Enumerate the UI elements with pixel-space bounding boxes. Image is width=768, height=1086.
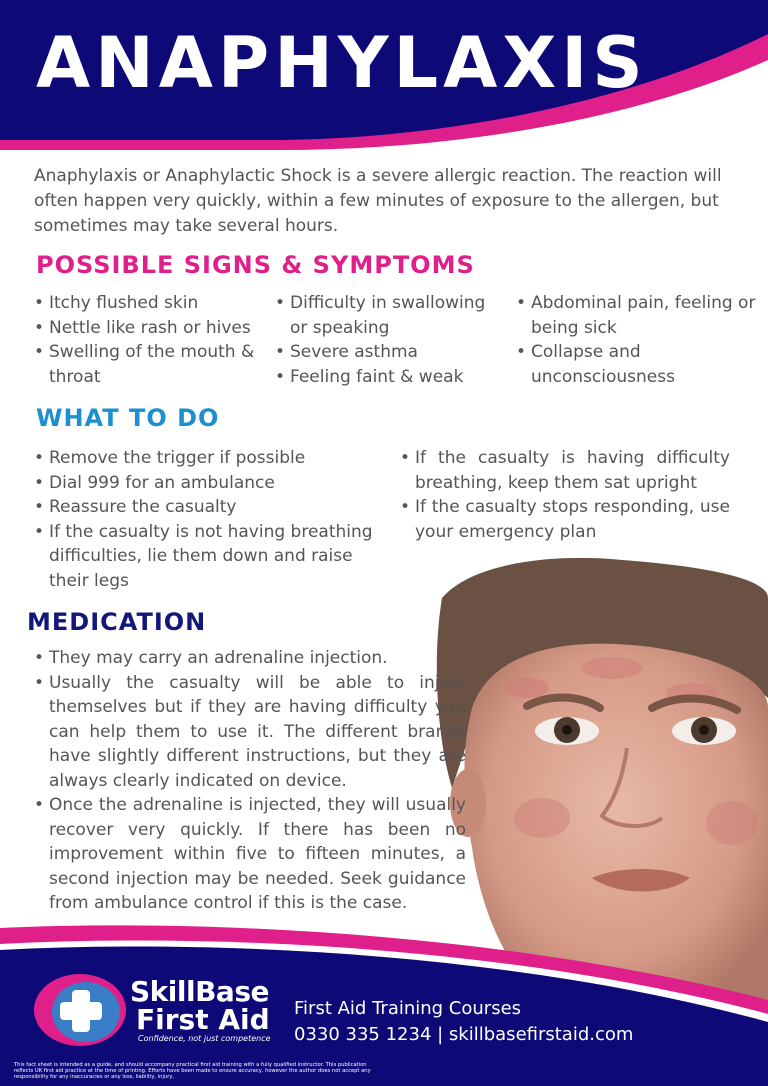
list-item: • Collapse and unconsciousness	[516, 340, 756, 389]
cross-logo-icon	[32, 972, 128, 1048]
disclaimer-text: This fact sheet is intended as a guide, and should accompany practical first aid training with a fully qualified instructor. This publication reflects UK first aid practice at the time of printing. Efforts have been made to ensure accuracy, however the author does not accept any responsibility for any inaccuracies or any loss, liability, injury,	[14, 1062, 371, 1080]
list-item: • Remove the trigger if possible	[34, 446, 379, 471]
what-to-do-list-col1	[34, 446, 379, 593]
list-item: • Feeling faint & weak	[275, 365, 505, 390]
signs-list-col2	[275, 291, 505, 389]
list-item: • If the casualty stops responding, use your emergency plan	[400, 495, 730, 544]
list-item: • If the casualty is not having breathing difficulties, lie them down and raise their legs	[34, 520, 379, 594]
what-to-do-list-col2	[400, 446, 730, 544]
list-item: • If the casualty is having difficulty breathing, keep them sat upright	[400, 446, 730, 495]
list-item: • Difficulty in swallowing or speaking	[275, 291, 505, 340]
list-item: • Swelling of the mouth & throat	[34, 340, 264, 389]
list-item: • Once the adrenaline is injected, they will usually recover very quickly. If there has been no improvement within five to fifteen minutes, a second injection may be needed. Seek guidance from ambulance control if this is the case.	[34, 793, 466, 916]
intro-paragraph: Anaphylaxis or Anaphylactic Shock is a severe allergic reaction. The reaction will often happen very quickly, within a few minutes of exposure to the allergen, but sometimes may take several hours.	[34, 166, 722, 236]
brand-name-line2: First Aid	[136, 1003, 270, 1036]
list-item: • Usually the casualty will be able to inject themselves but if they are having difficulty you can help them to use it. The different brands have slightly different instructions, but they are always clearly indicated on device.	[34, 671, 466, 794]
list-item: • They may carry an adrenaline injection.	[34, 646, 466, 671]
brand-tagline: Confidence, not just competence	[138, 1034, 271, 1043]
list-item: • Dial 999 for an ambulance	[34, 471, 379, 496]
medication-list	[34, 646, 466, 916]
list-item: • Nettle like rash or hives	[34, 316, 264, 341]
footer-contact-text: 0330 335 1234 | skillbasefirstaid.com	[294, 1024, 634, 1045]
medication-heading: MEDICATION	[27, 608, 207, 636]
list-item: • Severe asthma	[275, 340, 505, 365]
signs-heading: POSSIBLE SIGNS & SYMPTOMS	[36, 251, 475, 279]
page-title: ANAPHYLAXIS	[36, 22, 648, 104]
signs-list-col1	[34, 291, 264, 389]
list-item: • Itchy flushed skin	[34, 291, 264, 316]
list-item: • Reassure the casualty	[34, 495, 379, 520]
list-item: • Abdominal pain, feeling or being sick	[516, 291, 756, 340]
footer-courses-text: First Aid Training Courses	[294, 998, 522, 1019]
brand-name-line1: SkillBase	[130, 975, 269, 1008]
signs-list-col3	[516, 291, 756, 389]
what-to-do-heading: WHAT TO DO	[36, 404, 220, 432]
